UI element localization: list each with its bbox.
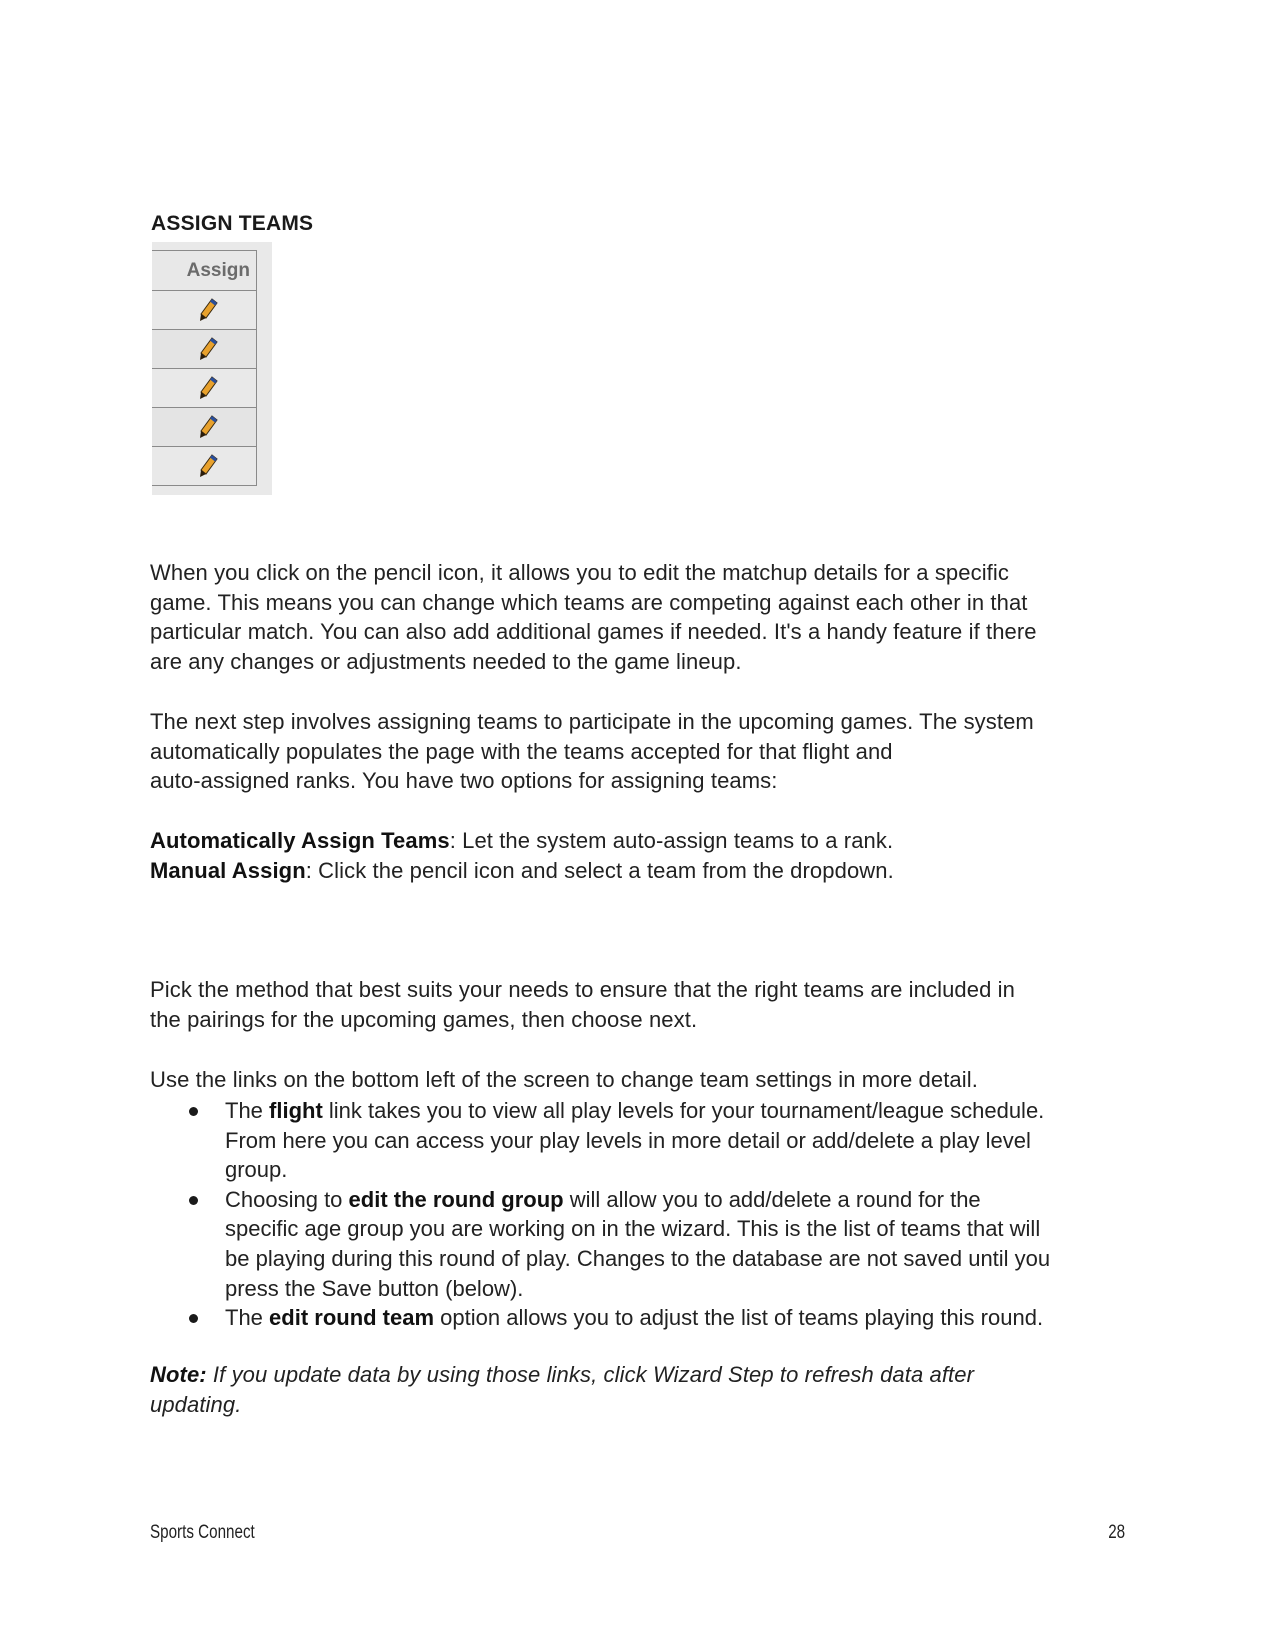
text-line: game. This means you can change which teams are competing against each other in that [150,589,1028,615]
text-line: Pick the method that best suits your needs to ensure that the right teams are included in [150,977,1015,1002]
assign-column-screenshot [152,242,272,495]
option-manual-label: Manual Assign [150,857,306,883]
text-line: are any changes or adjustments needed to the game lineup. [150,648,742,674]
next-step-paragraph [150,707,1130,796]
bullet-icon [189,1196,198,1205]
bullet-text: From here you can access your play levels in more detail or add/delete a play level [225,1127,1031,1153]
bullet-text: option allows you to adjust the list of teams playing this round. [434,1305,1044,1331]
pencil-icon[interactable] [197,375,219,401]
note-text: updating. [150,1391,242,1417]
pencil-icon[interactable] [197,414,219,440]
footer-brand: Sports Connect [150,1522,255,1543]
assign-table [152,250,257,486]
option-manual-text: : Click the pencil icon and select a team from the dropdown. [305,857,894,883]
option-automatic-text: : Let the system auto-assign teams to a rank. [449,828,894,853]
assign-row[interactable] [152,408,256,447]
bullet-icon [189,1314,198,1323]
section-heading: ASSIGN TEAMS [151,212,314,235]
assign-options [150,826,1130,885]
text-line: Use the links on the bottom left of the screen to change team settings in more detail. [150,1067,978,1092]
assign-row[interactable] [152,330,256,369]
assign-column-header: Assign [152,251,256,291]
bullet-keyword: edit round team [269,1305,435,1331]
bullet-text: specific age group you are working on in the wizard. This is the list of teams that will [225,1216,1041,1242]
pencil-icon[interactable] [197,453,219,479]
pencil-icon[interactable] [197,336,219,362]
pencil-icon[interactable] [197,297,219,323]
bullet-text: press the Save button (below). [225,1275,524,1301]
bullet-keyword: flight [269,1098,323,1123]
text-line: The next step involves assigning teams to participate in the upcoming games. The system [150,709,1034,734]
option-automatic [150,826,1130,856]
bullet-keyword: edit the round group [348,1186,564,1212]
bullet-text: The [225,1305,270,1331]
assign-rows [152,291,256,486]
option-manual [150,856,1130,886]
bullet-text: The [225,1098,270,1123]
links-bullet-list [150,1096,1130,1333]
bullet-icon [189,1107,198,1116]
text-line: auto-assigned ranks. You have two options for assigning teams: [150,768,778,794]
text-line: particular match. You can also add additional games if needed. It's a handy feature if there [150,619,1037,645]
note-text: If you update data by using those links, click Wizard Step to refresh data after [206,1362,975,1387]
assign-row[interactable] [152,369,256,408]
text-line: automatically populates the page with the teams accepted for that flight and [150,738,893,764]
pick-method-paragraph [150,975,1130,1034]
bullet-text: will allow you to add/delete a round for the [563,1186,981,1212]
bullet-text: Choosing to [225,1186,349,1212]
assign-row[interactable] [152,291,256,330]
text-line: When you click on the pencil icon, it allows you to edit the matchup details for a specific [150,560,1009,585]
bullet-edit-round-group [150,1185,1130,1303]
pencil-description-paragraph [150,558,1130,676]
option-automatic-label: Automatically Assign Teams [150,828,450,853]
bullet-text: be playing during this round of play. Changes to the database are not saved until you [225,1245,1051,1271]
text-line: the pairings for the upcoming games, then choose next. [150,1006,698,1032]
assign-row[interactable] [152,447,256,486]
bullet-flight [150,1096,1130,1185]
bullet-edit-round-team [150,1303,1130,1333]
note-label: Note: [150,1362,207,1387]
bullet-text: link takes you to view all play levels for your tournament/league schedule. [322,1098,1045,1123]
links-intro-paragraph [150,1065,1130,1095]
bullet-text: group. [225,1157,288,1183]
page-number: 28 [1108,1522,1125,1543]
note-paragraph [150,1360,1130,1419]
